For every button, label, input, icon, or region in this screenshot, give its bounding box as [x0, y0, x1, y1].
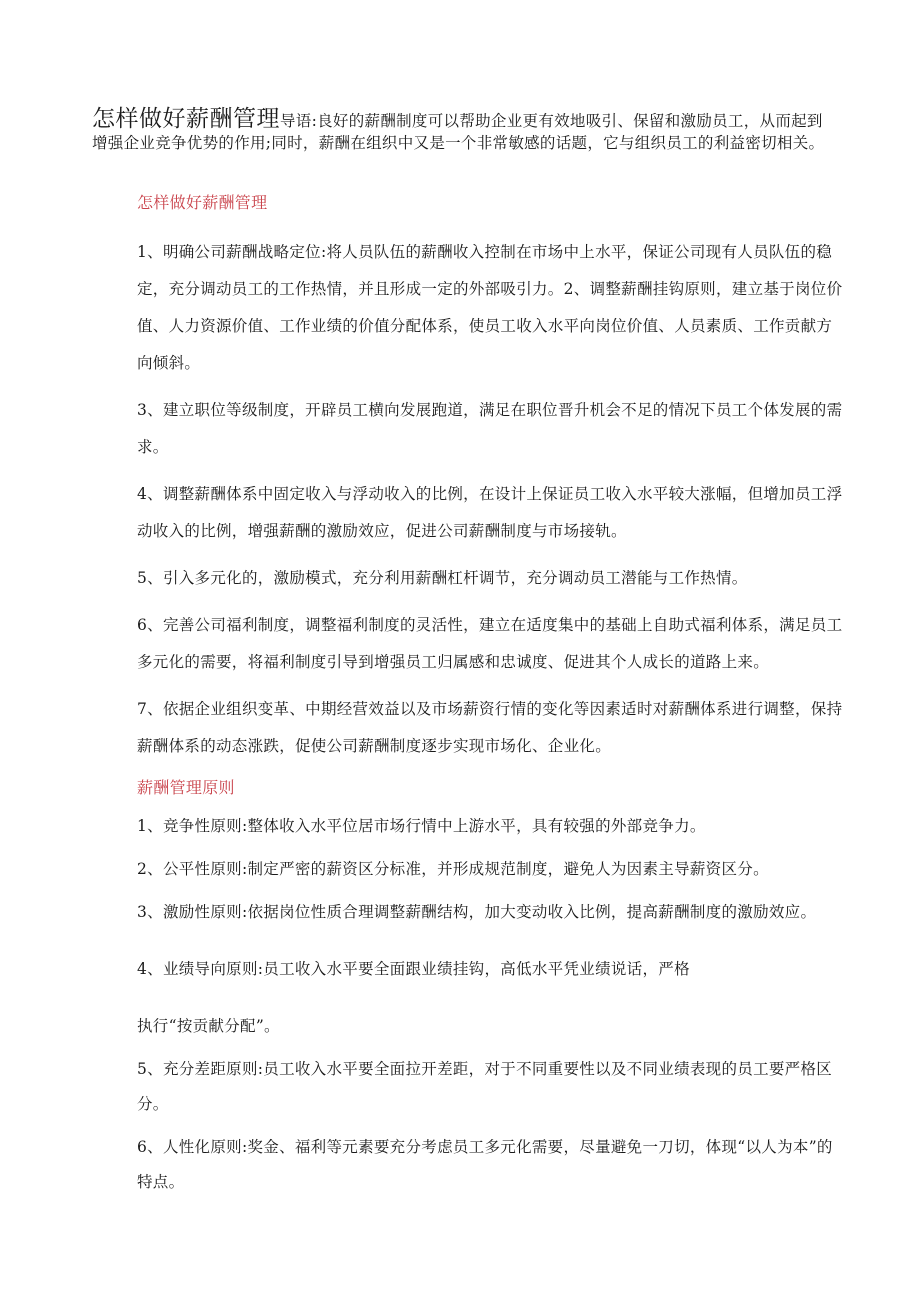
intro-text: 导语:良好的薪酬制度可以帮助企业更有效地吸引、保留和激励员工，从而起到增强企业竞争优势的作用;同时，薪酬在组织中又是一个非常敏感的话题，它与组织员工的利益密切相关。 [92, 112, 825, 152]
intro-paragraph [92, 108, 832, 154]
principle-item-4: 4、业绩导向原则:员工收入水平要全面跟业绩挂钩，高低水平凭业绩说话，严格 [137, 960, 690, 978]
principle-item-5: 5、充分差距原则:员工收入水平要全面拉开差距，对于不同重要性以及不同业绩表现的员工要严格区分。 [137, 1060, 833, 1113]
document-body [137, 190, 843, 1208]
principle-item-4-continued: 执行“按贡献分配”。 [137, 1017, 280, 1035]
section-heading-principles: 薪酬管理原则 [137, 778, 235, 797]
section1-item-1-2: 1、明确公司薪酬战略定位:将人员队伍的薪酬收入控制在市场中上水平，保证公司现有人员队伍的稳定，充分调动员工的工作热情，并且形成一定的外部吸引力。2、调整薪酬挂钩原则，建立基于岗位价值、人力资源价值、工作业绩的价值分配体系，使员工收入水平向岗位价值、人员素质、工作贡献方向倾斜。 [137, 243, 843, 372]
document-title: 怎样做好薪酬管理 [92, 106, 280, 132]
section1-item-5: 5、引入多元化的，激励模式，充分利用薪酬杠杆调节，充分调动员工潜能与工作热情。 [137, 569, 748, 587]
section1-item-6: 6、完善公司福利制度，调整福利制度的灵活性，建立在适度集中的基础上自助式福利体系，满足员工多元化的需要，将福利制度引导到增强员工归属感和忠诚度、促进其个人成长的道路上来。 [137, 616, 843, 671]
principle-item-1: 1、竞争性原则:整体收入水平位居市场行情中上游水平，具有较强的外部竞争力。 [137, 817, 706, 835]
section1-item-7: 7、依据企业组织变革、中期经营效益以及市场薪资行情的变化等因素适时对薪酬体系进行调整，保持薪酬体系的动态涨跌，促使公司薪酬制度逐步实现市场化、企业化。 [137, 700, 843, 755]
section1-item-4: 4、调整薪酬体系中固定收入与浮动收入的比例，在设计上保证员工收入水平较大涨幅，但增加员工浮动收入的比例，增强薪酬的激励效应，促进公司薪酬制度与市场接轨。 [137, 485, 843, 540]
principle-item-6: 6、人性化原则:奖金、福利等元素要充分考虑员工多元化需要，尽量避免一刀切，体现“以人为本”的特点。 [137, 1138, 833, 1191]
section1-item-3: 3、建立职位等级制度，开辟员工横向发展跑道，满足在职位晋升机会不足的情况下员工个体发展的需求。 [137, 401, 843, 456]
principle-item-3: 3、激励性原则:依据岗位性质合理调整薪酬结构，加大变动收入比例，提高薪酬制度的激励效应。 [137, 903, 817, 921]
section-heading-how-to: 怎样做好薪酬管理 [137, 193, 268, 212]
principle-item-2: 2、公平性原则:制定严密的薪资区分标准，并形成规范制度，避免人为因素主导薪资区分。 [137, 860, 769, 878]
